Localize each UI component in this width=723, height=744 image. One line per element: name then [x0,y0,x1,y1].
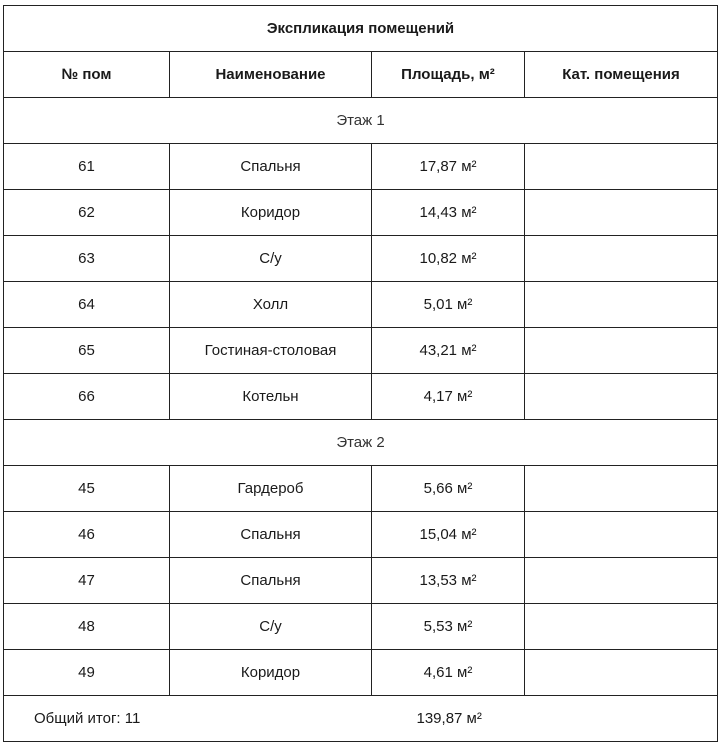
total-label: Общий итог: 11 [4,696,372,742]
table-row [4,328,718,374]
room-category [525,466,718,512]
table-row [4,512,718,558]
room-area: 4,61 м² [372,650,525,696]
room-category [525,144,718,190]
table-row [4,604,718,650]
room-category [525,374,718,420]
room-number: 61 [4,144,170,190]
table-row [4,236,718,282]
floor-label: Этаж 2 [4,420,718,466]
room-area: 10,82 м² [372,236,525,282]
room-number: 48 [4,604,170,650]
room-category [525,558,718,604]
room-number: 66 [4,374,170,420]
table-row [4,144,718,190]
room-name: Спальня [170,144,372,190]
room-category [525,328,718,374]
room-category [525,236,718,282]
floor-label: Этаж 1 [4,98,718,144]
room-area: 14,43 м² [372,190,525,236]
room-name: Холл [170,282,372,328]
room-number: 47 [4,558,170,604]
room-area: 43,21 м² [372,328,525,374]
table-row [4,374,718,420]
room-number: 49 [4,650,170,696]
table-row [4,190,718,236]
room-category [525,282,718,328]
room-category [525,190,718,236]
total-row [4,696,718,742]
room-number: 45 [4,466,170,512]
room-area: 5,53 м² [372,604,525,650]
room-number: 63 [4,236,170,282]
room-area: 5,66 м² [372,466,525,512]
floor-row [4,420,718,466]
room-name: Гостиная-столовая [170,328,372,374]
room-category [525,512,718,558]
explication-table-wrapper [3,5,717,742]
room-category [525,604,718,650]
header-category: Кат. помещения [525,52,718,98]
room-area: 17,87 м² [372,144,525,190]
room-number: 65 [4,328,170,374]
room-category [525,650,718,696]
table-row [4,282,718,328]
header-room-number: № пом [4,52,170,98]
table-row [4,650,718,696]
room-area: 15,04 м² [372,512,525,558]
table-row [4,466,718,512]
room-name: Котельн [170,374,372,420]
total-area: 139,87 м² [372,696,718,742]
room-name: Спальня [170,512,372,558]
table-header-row [4,52,718,98]
room-area: 4,17 м² [372,374,525,420]
header-area: Площадь, м² [372,52,525,98]
floor-row [4,98,718,144]
explication-table [3,5,718,742]
header-room-name: Наименование [170,52,372,98]
table-title-row [4,6,718,52]
room-name: Спальня [170,558,372,604]
room-name: Гардероб [170,466,372,512]
room-name: Коридор [170,190,372,236]
room-number: 64 [4,282,170,328]
room-number: 46 [4,512,170,558]
table-row [4,558,718,604]
room-area: 5,01 м² [372,282,525,328]
room-number: 62 [4,190,170,236]
room-name: С/у [170,236,372,282]
room-name: Коридор [170,650,372,696]
room-name: С/у [170,604,372,650]
room-area: 13,53 м² [372,558,525,604]
table-title: Экспликация помещений [4,6,718,52]
